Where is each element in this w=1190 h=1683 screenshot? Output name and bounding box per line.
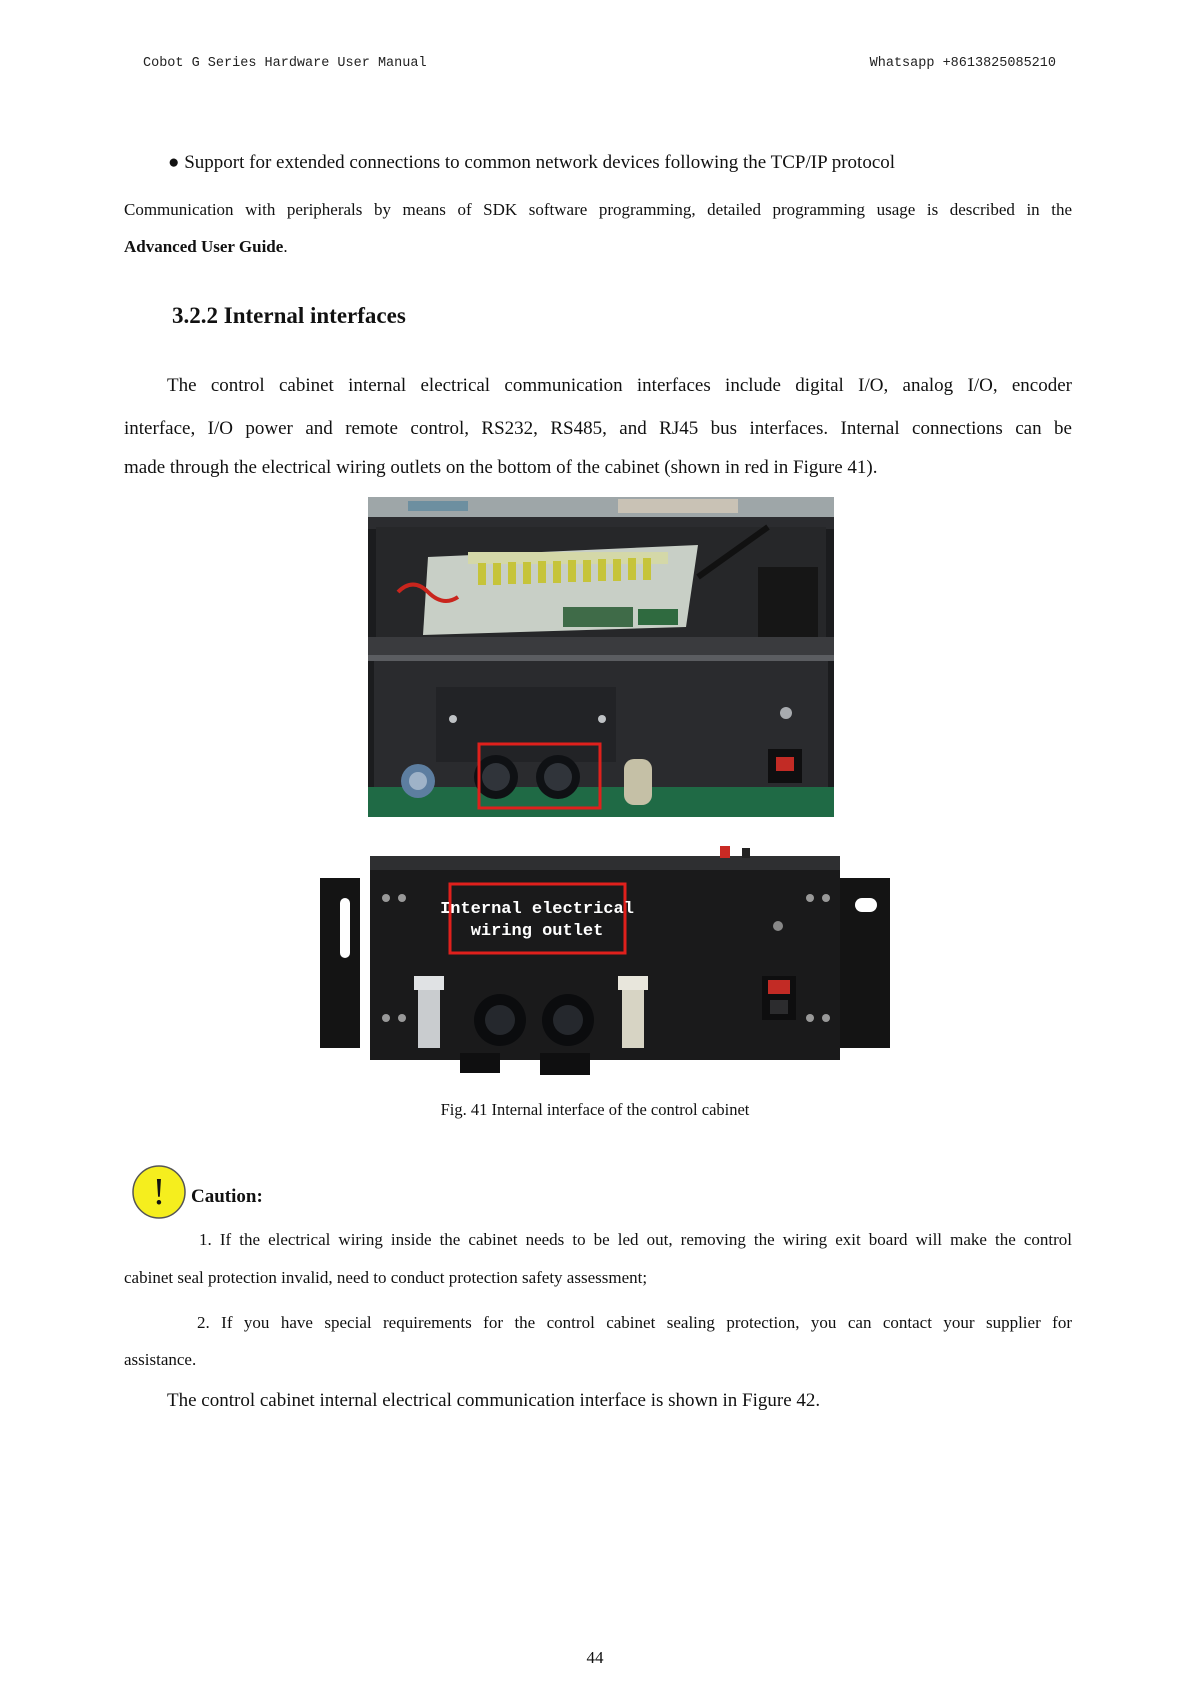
- cabinet-interior-photo: [368, 497, 834, 817]
- caution-item2-line1: 2. If you have special requirements for the control cabinet sealing protection, you can contact your supplier for: [197, 1313, 1072, 1332]
- advanced-guide-ref: Advanced User Guide: [124, 237, 284, 256]
- closing-text: The control cabinet internal electrical communication interface is shown in Figure 42.: [167, 1390, 821, 1411]
- callout-line1: Internal electrical: [440, 900, 634, 919]
- running-header-contact: Whatsapp +8613825085210: [869, 56, 1056, 71]
- caution-item1-line2: cabinet seal protection invalid, need to conduct protection safety assessment;: [124, 1268, 648, 1287]
- caution-title: Caution:: [191, 1186, 263, 1207]
- bullet-text: Support for extended connections to common network devices following the TCP/IP protocol: [184, 152, 896, 173]
- warning-icon: [131, 1164, 187, 1220]
- comm-para-line1: Communication with peripherals by means of SDK software programming, detailed programming usage is described in the: [124, 200, 1072, 219]
- warning-glyph: !: [152, 1171, 166, 1213]
- comm-para-tail: .: [283, 237, 288, 256]
- comm-para-line2: [124, 233, 1072, 261]
- intro-line3: made through the electrical wiring outlets on the bottom of the cabinet (shown in red in Figure 41).: [124, 457, 878, 478]
- figure-caption: Fig. 41 Internal interface of the control cabinet: [440, 1100, 750, 1119]
- section-heading: 3.2.2 Internal interfaces: [172, 303, 406, 328]
- page-number: 44: [586, 1648, 604, 1667]
- intro-line2: interface, I/O power and remote control, RS232, RS485, and RJ45 bus interfaces. Internal connections can be: [124, 418, 1072, 439]
- bullet-symbol: ●: [168, 152, 180, 173]
- running-header-title: Cobot G Series Hardware User Manual: [143, 56, 427, 71]
- bullet-item: [168, 152, 895, 174]
- cabinet-front-photo: [310, 838, 896, 1082]
- callout-line2: wiring outlet: [470, 922, 604, 941]
- caution-item1-line1: 1. If the electrical wiring inside the cabinet needs to be led out, removing the wiring exit board will make the control: [199, 1230, 1072, 1249]
- caution-item2-line2: assistance.: [124, 1350, 197, 1369]
- intro-line1: The control cabinet internal electrical communication interfaces include digital I/O, analog I/O, encoder: [167, 375, 1072, 396]
